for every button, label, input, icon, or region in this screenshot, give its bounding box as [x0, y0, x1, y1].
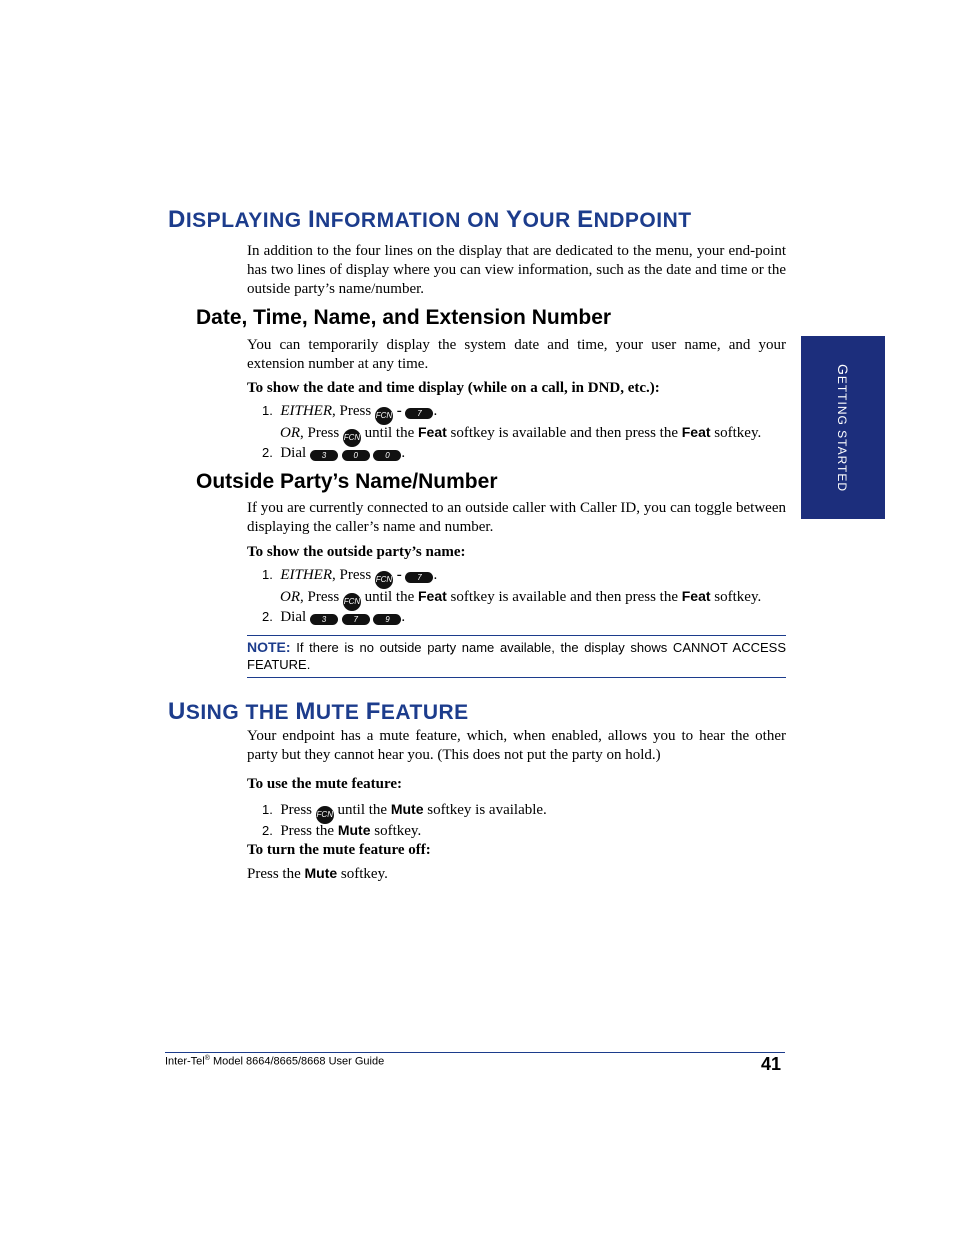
mute-off-instruction — [247, 863, 388, 884]
feat-softkey-label: Feat — [681, 424, 711, 440]
softkey-text: softkey. — [714, 589, 762, 605]
key-0-icon: 0 — [373, 450, 401, 461]
feat-softkey-label: Feat — [681, 588, 711, 604]
side-tab-label — [835, 363, 851, 491]
period: . — [401, 445, 406, 461]
title-cap: D — [168, 206, 186, 233]
key-3-icon: 3 — [310, 614, 338, 625]
mute-use-heading: To use the mute feature: — [247, 776, 402, 792]
step-text: softkey is available. — [427, 802, 547, 818]
period: . — [401, 609, 406, 625]
fcn-key-icon: FCN — [343, 593, 361, 611]
title-small: OUR — [522, 209, 578, 232]
step-number: 2. — [262, 445, 273, 460]
date-time-body: You can temporarily display the system date and time, your user name, and your extension number at any time. — [247, 337, 786, 372]
until-text: until the — [364, 589, 415, 605]
note-bottom-rule — [247, 677, 786, 678]
fcn-key-icon: FCN — [375, 407, 393, 425]
footer-rule — [165, 1052, 785, 1053]
press-text: Press the — [247, 866, 301, 882]
section-title-displaying — [168, 206, 692, 234]
either-label: EITHER — [280, 567, 333, 583]
date-time-step-2 — [262, 443, 405, 463]
title-small: EATURE — [380, 701, 469, 724]
mute-off-heading: To turn the mute feature off: — [247, 842, 431, 858]
mute-softkey-label: Mute — [304, 865, 338, 881]
note-top-rule — [247, 635, 786, 636]
title-cap: E — [577, 206, 594, 233]
or-label: OR — [280, 589, 300, 605]
press-text: Press the — [280, 823, 335, 839]
softkey-text: softkey. — [714, 425, 762, 441]
displaying-intro: In addition to the four lines on the display that are dedicated to the menu, your end-point has two lines of display where you can view information, such as the date and time or the outside party’s name/number. — [247, 243, 786, 297]
fcn-key-icon: FCN — [316, 806, 334, 824]
title-small: NFORMATION ON — [315, 209, 507, 232]
outside-party-step-2 — [262, 607, 405, 627]
note-text: If there is no outside party name available, the display shows CANNOT ACCESS FEATURE. — [247, 640, 786, 672]
title-cap: F — [365, 698, 381, 725]
mute-step-2 — [262, 820, 421, 841]
note-label: NOTE: — [247, 639, 291, 655]
footer-guide: Model 8664/8665/8668 User Guide — [209, 1055, 385, 1068]
date-time-procedure: To show the date and time display (while on a call, in DND, etc.): — [247, 380, 660, 396]
press-text: , Press — [332, 567, 372, 583]
mute-softkey-label: Mute — [390, 801, 424, 817]
step-text: softkey. — [374, 823, 422, 839]
feat-softkey-label: Feat — [418, 588, 447, 604]
outside-party-procedure: To show the outside party’s name: — [247, 544, 466, 560]
section-title-mute — [168, 698, 469, 726]
step-number: 1. — [262, 567, 273, 582]
fcn-key-icon: FCN — [375, 571, 393, 589]
fcn-key-icon: FCN — [343, 429, 361, 447]
dial-text: Dial — [280, 445, 307, 461]
key-7-icon: 7 — [405, 408, 433, 419]
step-text: softkey is available and then press the — [450, 589, 678, 605]
side-tab-getting-started — [801, 336, 885, 519]
dash: - — [396, 403, 402, 419]
dial-text: Dial — [280, 609, 307, 625]
key-7-icon: 7 — [342, 614, 370, 625]
period: . — [433, 403, 438, 419]
step-number: 1. — [262, 403, 273, 418]
title-small: SING THE — [185, 701, 296, 724]
press-text: , Press — [332, 403, 372, 419]
key-3-icon: 3 — [310, 450, 338, 461]
dash: - — [396, 567, 402, 583]
side-tab-cap: G — [835, 363, 851, 376]
either-label: EITHER — [280, 403, 333, 419]
until-text: until the — [337, 802, 388, 818]
outside-party-body: If you are currently connected to an outside caller with Caller ID, you can toggle between displaying the caller’s name and number. — [247, 500, 786, 535]
step-text: softkey is available and then press the — [450, 425, 678, 441]
title-small: ISPLAYING — [185, 209, 308, 232]
note — [247, 639, 786, 673]
footer-guide-title — [165, 1055, 384, 1068]
title-small: UTE — [315, 701, 366, 724]
title-cap: I — [307, 206, 316, 233]
press-text: Press — [280, 802, 313, 818]
or-label: OR — [280, 425, 300, 441]
step-number: 2. — [262, 609, 273, 624]
mute-body: Your endpoint has a mute feature, which, when enabled, allows you to hear the other party but they cannot hear you. (This does not put the party on hold.) — [247, 728, 786, 763]
mute-softkey-label: Mute — [337, 822, 371, 838]
key-9-icon: 9 — [373, 614, 401, 625]
feat-softkey-label: Feat — [418, 424, 447, 440]
page-number: 41 — [761, 1054, 782, 1074]
step-number: 2. — [262, 823, 273, 838]
press-text: , Press — [300, 589, 340, 605]
title-small: NDPOINT — [593, 209, 692, 232]
press-text: , Press — [300, 425, 340, 441]
footer-brand: Inter-Tel — [165, 1055, 205, 1068]
key-7-icon: 7 — [405, 572, 433, 583]
title-cap: U — [168, 698, 186, 725]
heading-outside-party: Outside Party’s Name/Number — [196, 470, 498, 493]
period: . — [433, 567, 438, 583]
footer-reg-mark: ® — [204, 1055, 210, 1062]
step-text: softkey. — [340, 866, 388, 882]
heading-date-time: Date, Time, Name, and Extension Number — [196, 306, 612, 329]
until-text: until the — [364, 425, 415, 441]
title-cap: Y — [506, 206, 523, 233]
step-number: 1. — [262, 802, 273, 817]
key-0-icon: 0 — [342, 450, 370, 461]
title-cap: M — [295, 698, 316, 725]
side-tab-rest: ETTING STARTED — [835, 375, 849, 492]
